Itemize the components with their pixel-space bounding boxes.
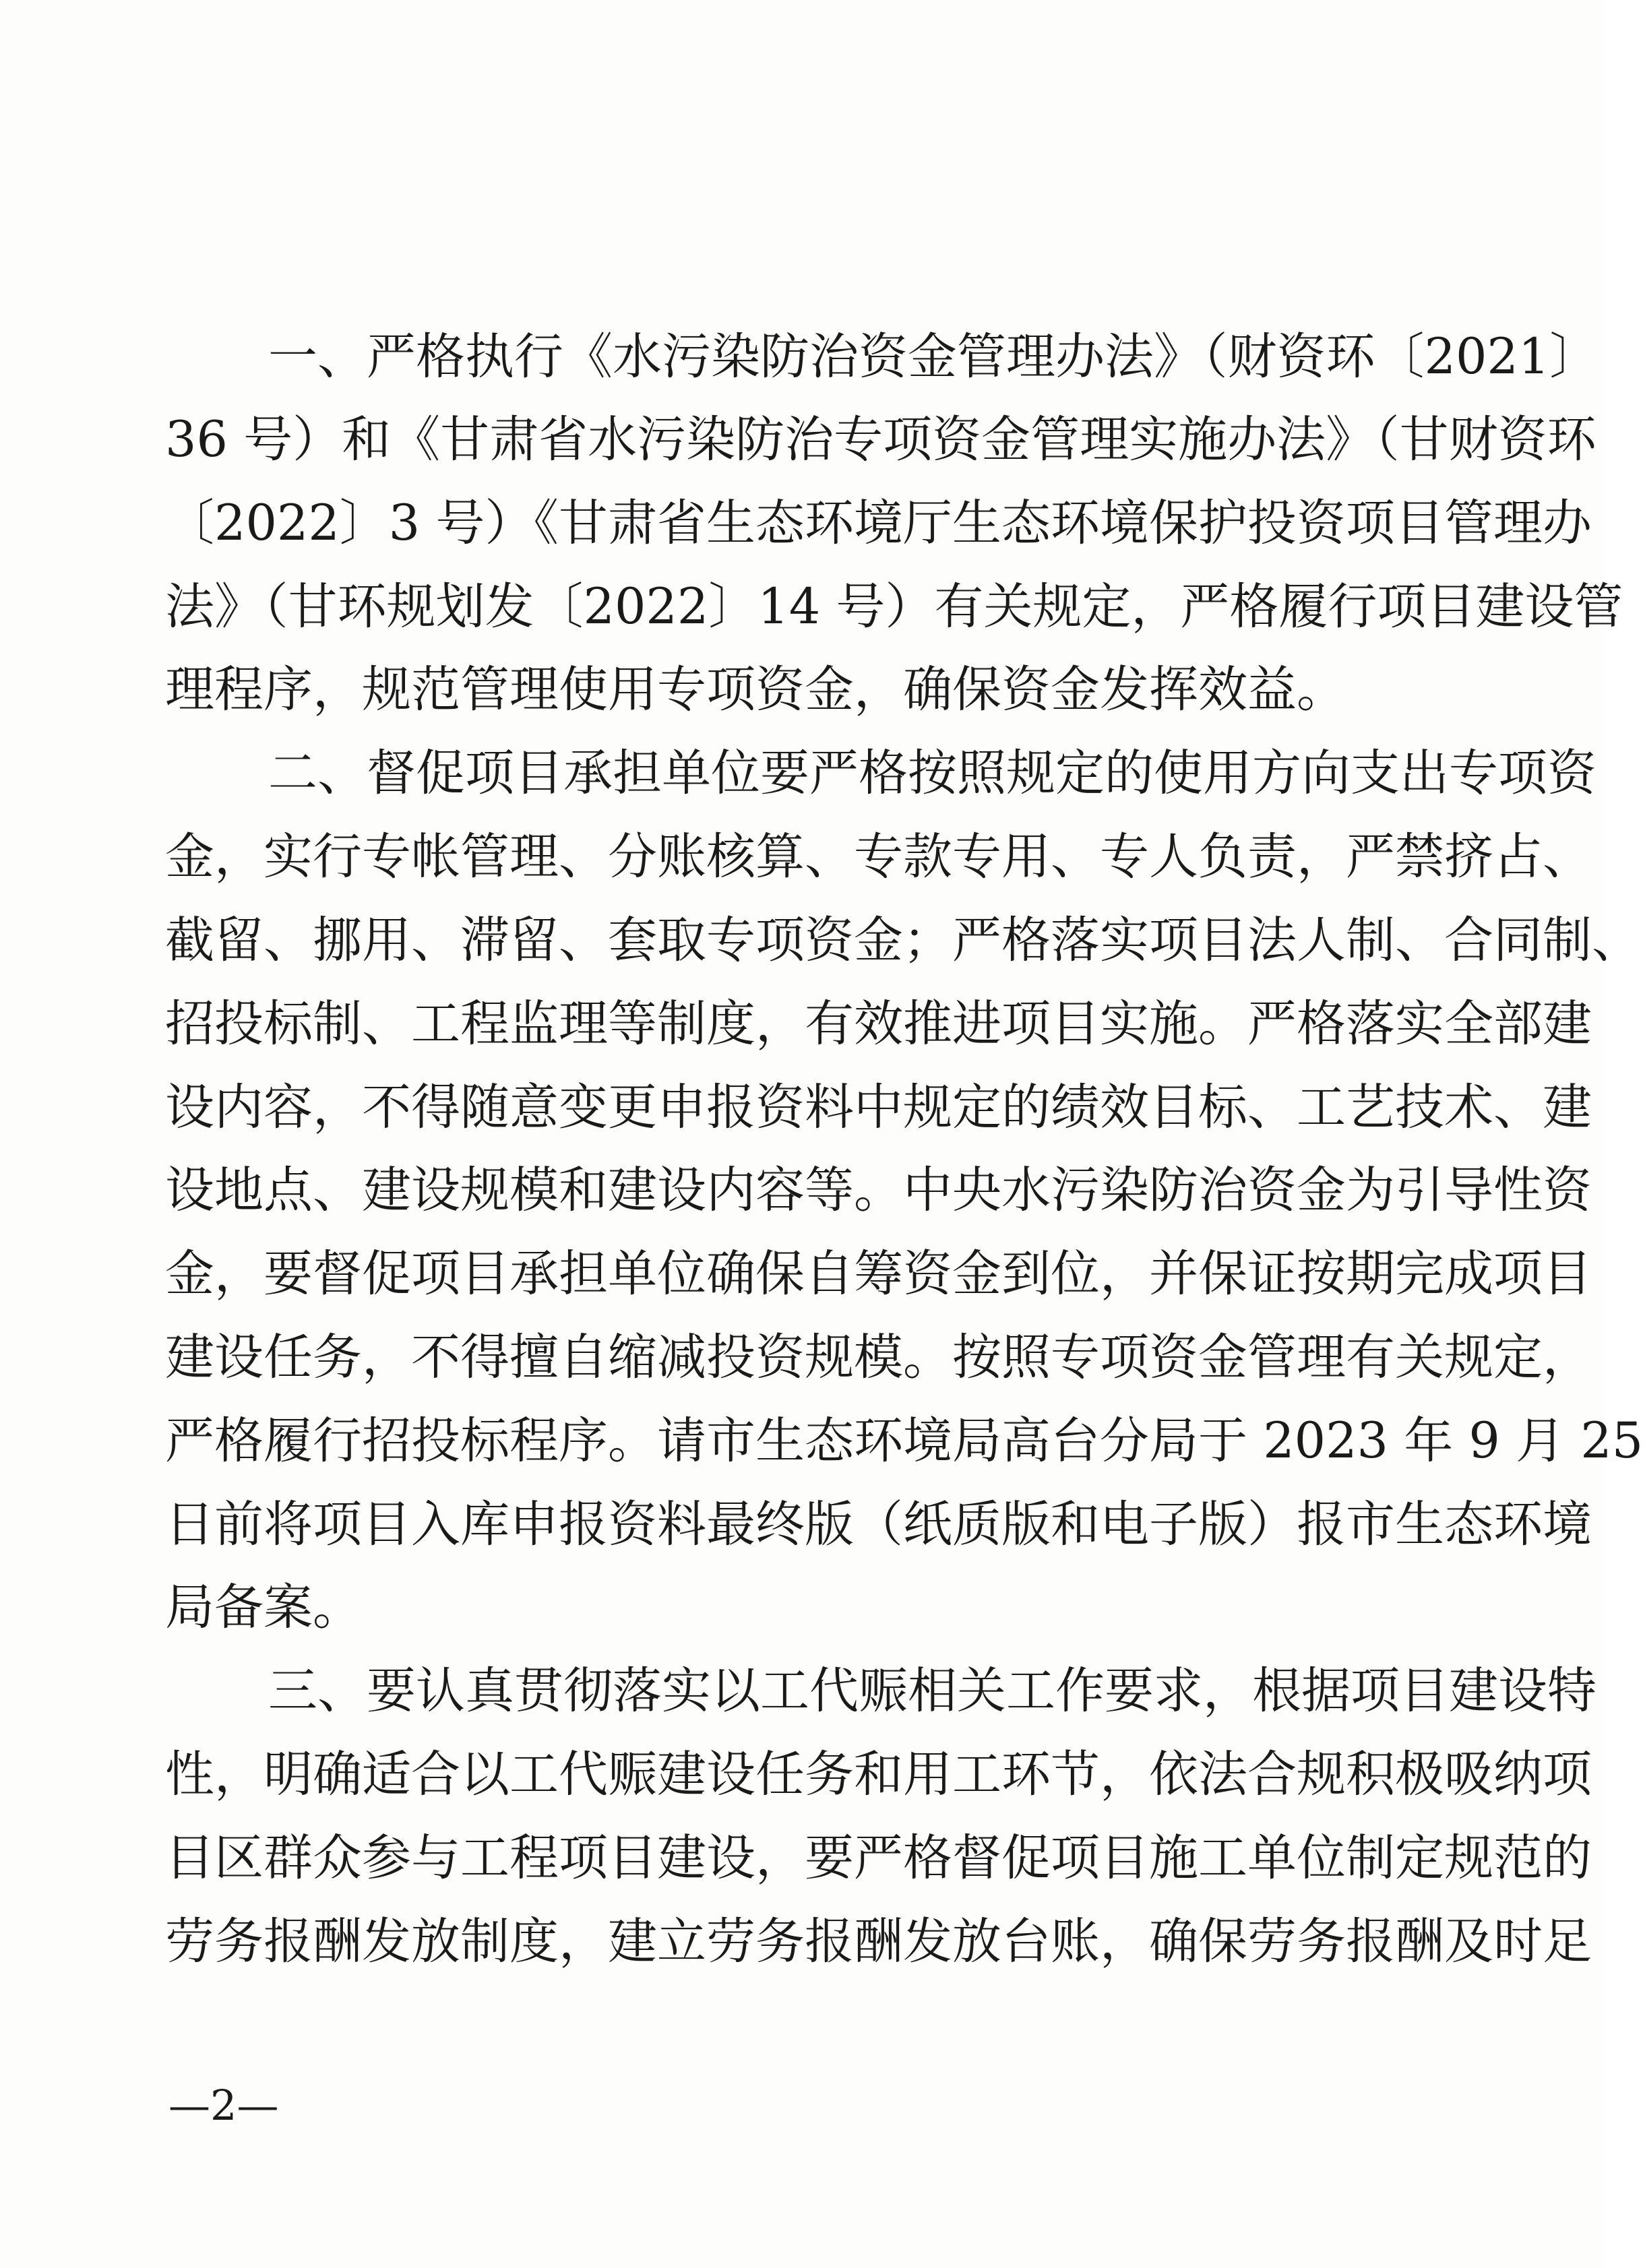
page-number: —2— bbox=[168, 2081, 279, 2130]
paragraph-2-line-5: 设内容，不得随意变更申报资料中规定的绩效目标、工艺技术、建 bbox=[165, 1079, 1592, 1136]
paragraph-3-line-3: 目区群众参与工程项目建设，要严格督促项目施工单位制定规范的 bbox=[165, 1829, 1592, 1887]
paragraph-2-line-6: 设地点、建设规模和建设内容等。中央水污染防治资金为引导性资 bbox=[165, 1162, 1592, 1219]
paragraph-1-line-3: 〔2022〕3 号）《甘肃省生态环境厅生态环境保护投资项目管理办 bbox=[165, 495, 1592, 552]
paragraph-2-line-11: 局备案。 bbox=[165, 1579, 362, 1636]
paragraph-2-line-3: 截留、挪用、滞留、套取专项资金；严格落实项目法人制、合同制、 bbox=[165, 912, 1641, 969]
paragraph-3-line-4: 劳务报酬发放制度，建立劳务报酬发放台账，确保劳务报酬及时足 bbox=[165, 1913, 1592, 1970]
paragraph-2-line-9: 严格履行招投标程序。请市生态环境局高台分局于 2023 年 9 月 25 bbox=[165, 1412, 1643, 1470]
paragraph-3-line-2: 性，明确适合以工代赈建设任务和用工环节，依法合规积极吸纳项 bbox=[165, 1746, 1592, 1803]
paragraph-2-line-1: 二、督促项目承担单位要严格按照规定的使用方向支出专项资 bbox=[268, 745, 1596, 802]
paragraph-2-line-4: 招投标制、工程监理等制度，有效推进项目实施。严格落实全部建 bbox=[165, 995, 1592, 1052]
paragraph-3-line-1: 三、要认真贯彻落实以工代赈相关工作要求，根据项目建设特 bbox=[268, 1662, 1596, 1720]
paragraph-2-line-7: 金，要督促项目承担单位确保自筹资金到位，并保证按期完成项目 bbox=[165, 1245, 1592, 1302]
paragraph-1-line-4: 法》（甘环规划发〔2022〕14 号）有关规定，严格履行项目建设管 bbox=[165, 578, 1623, 635]
paragraph-1-line-5: 理程序，规范管理使用专项资金，确保资金发挥效益。 bbox=[165, 661, 1346, 718]
paragraph-2-line-10: 日前将项目入库申报资料最终版（纸质版和电子版）报市生态环境 bbox=[165, 1496, 1592, 1553]
paragraph-2-line-2: 金，实行专帐管理、分账核算、专款专用、专人负责，严禁挤占、 bbox=[165, 828, 1592, 885]
paragraph-1-line-1: 一、严格执行《水污染防治资金管理办法》（财资环〔2021〕 bbox=[268, 328, 1599, 385]
paragraph-2-line-8: 建设任务，不得擅自缩减投资规模。按照专项资金管理有关规定， bbox=[165, 1329, 1592, 1386]
paragraph-1-line-2: 36 号）和《甘肃省水污染防治专项资金管理实施办法》（甘财资环 bbox=[165, 411, 1596, 468]
